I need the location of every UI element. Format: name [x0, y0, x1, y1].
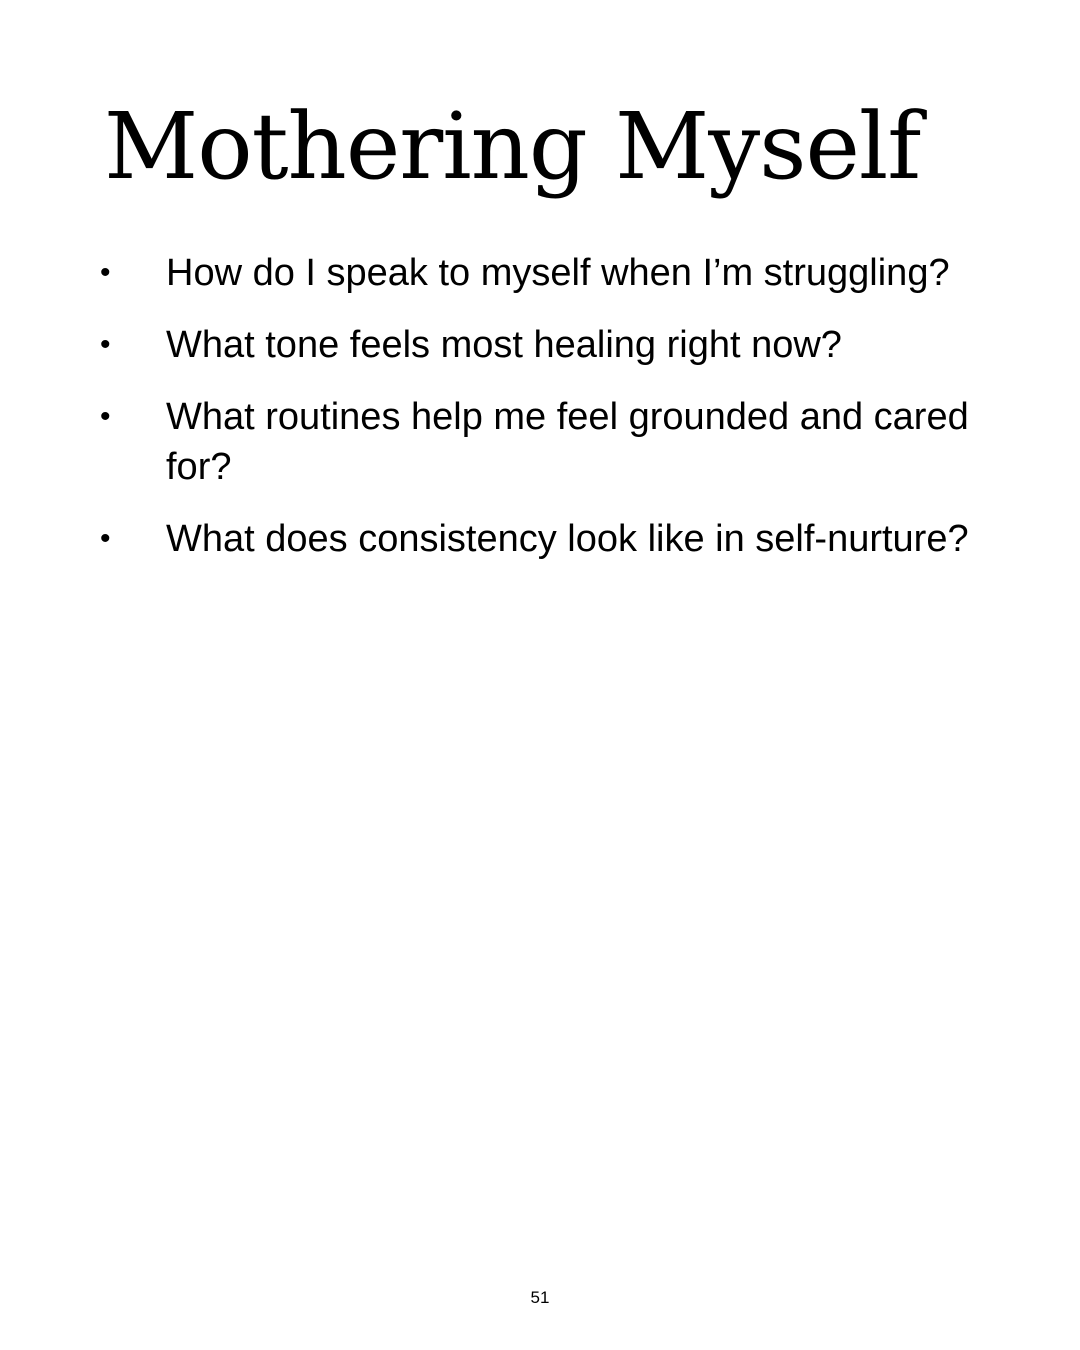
list-item — [100, 320, 1020, 370]
question-text: What does consistency look like in self-nurture? — [166, 518, 969, 560]
bullet-icon: • — [100, 328, 111, 361]
list-item — [100, 248, 1020, 298]
bullet-icon: • — [100, 522, 111, 555]
list-item — [100, 392, 1020, 492]
bullet-icon: • — [100, 256, 111, 289]
question-text: What tone feels most healing right now? — [166, 324, 842, 366]
page-title: Mothering Myself — [104, 93, 921, 200]
question-text: How do I speak to myself when I’m struggling? — [166, 252, 950, 294]
list-item — [100, 514, 1020, 564]
question-list — [100, 248, 1020, 586]
page-number: 51 — [530, 1288, 550, 1307]
question-text: What routines help me feel grounded and cared for? — [166, 396, 969, 488]
bullet-icon: • — [100, 400, 111, 433]
